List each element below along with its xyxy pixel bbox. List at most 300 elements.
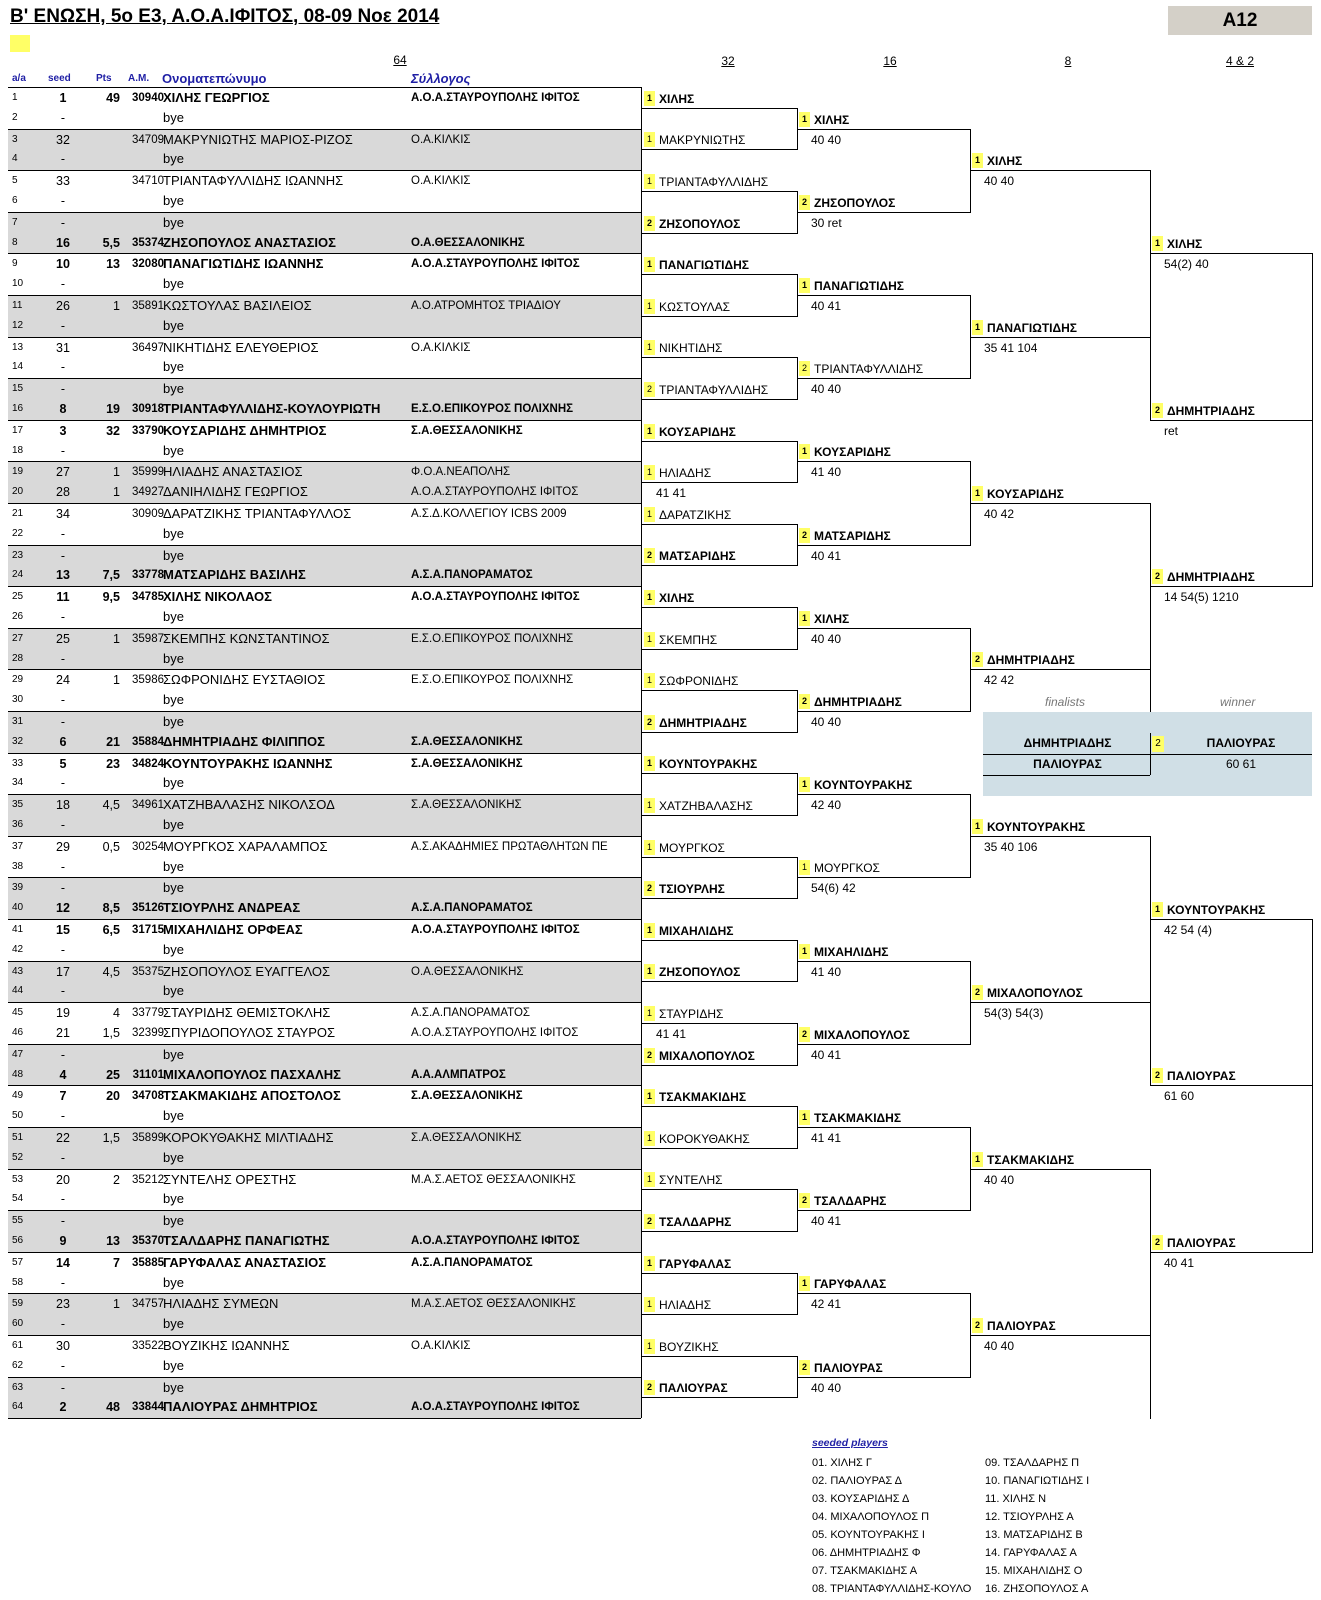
match-score: 40 40: [984, 1172, 1015, 1187]
seed-number: 6: [59, 734, 67, 749]
r32-entry: [644, 840, 725, 856]
r32-entry-name: ΖΗΣΟΠΟΥΛΟΣ: [659, 965, 741, 980]
registration-number: 35891: [132, 300, 164, 312]
seed-number: 19: [56, 1006, 70, 1021]
seed-number: 9: [59, 1234, 67, 1248]
seed-number: -: [60, 1109, 66, 1124]
player-name: ΜΙΧΑΗΛΙΔΗΣ ΟΡΦΕΑΣ: [163, 922, 303, 937]
player-name: bye: [163, 1379, 184, 1395]
seed-number: -: [60, 194, 66, 208]
r8-entry: [972, 153, 1022, 169]
player-name: bye: [163, 1046, 184, 1062]
row-number: 14: [12, 361, 24, 373]
registration-number: 35987: [132, 632, 164, 645]
r8-line: [970, 170, 1150, 171]
final-divider-bottom: [983, 775, 1150, 776]
r32-entry: [644, 1214, 731, 1230]
seed-badge: 1: [644, 756, 655, 771]
seed-number: -: [60, 859, 66, 874]
club-name: Μ.Α.Σ.ΑΕΤΟΣ ΘΕΣΣΑΛΟΝΙΚΗΣ: [411, 1173, 576, 1186]
player-name: ΒΟΥΖΙΚΗΣ ΙΩΑΝΝΗΣ: [163, 1338, 290, 1353]
player-name: ΗΛΙΑΔΗΣ ΑΝΑΣΤΑΣΙΟΣ: [163, 464, 303, 480]
r16-line: [797, 212, 970, 213]
draw-row: [8, 669, 641, 691]
draw-row: [8, 1273, 641, 1294]
seeded-player: 05. ΚΟΥΝΤΟΥΡΑΚΗΣ Ι: [812, 1529, 925, 1541]
match-score: 40 41: [811, 548, 842, 563]
player-name: bye: [163, 442, 184, 458]
registration-number: 32399: [132, 1027, 164, 1039]
seed-number: -: [60, 1214, 66, 1229]
draw-row: [8, 898, 641, 919]
registration-number: 35212: [132, 1173, 164, 1186]
club-name: Α.Σ.Α.ΠΑΝΟΡΑΜΑΤΟΣ: [411, 1256, 533, 1269]
seed-badge: 1: [644, 465, 655, 480]
r16-line: [797, 129, 970, 130]
registration-number: 30940: [132, 92, 164, 104]
row-number: 50: [12, 1110, 24, 1122]
seeded-player: 09. ΤΣΑΛΔΑΡΗΣ Π: [985, 1457, 1080, 1469]
r32-line: [642, 1397, 797, 1398]
seed-number: -: [60, 548, 66, 563]
seed-badge: 2: [644, 1214, 655, 1229]
r8-entry: [972, 486, 1064, 502]
r32-entry: [644, 590, 694, 606]
registration-number: 35986: [132, 674, 164, 687]
seed-number: 22: [56, 1131, 70, 1145]
draw-row: [8, 1106, 641, 1127]
seed-badge: 1: [644, 1297, 655, 1312]
club-name: Ο.Α.ΚΙΛΚΙΣ: [411, 1340, 471, 1352]
r4-entry: [1152, 1235, 1236, 1251]
player-name: ΣΥΝΤΕΛΗΣ ΟΡΕΣΤΗΣ: [163, 1171, 297, 1187]
seed-number: 13: [56, 568, 70, 583]
draw-row: [8, 149, 641, 170]
seeded-player: 13. ΜΑΤΣΑΡΙΔΗΣ Β: [985, 1529, 1083, 1541]
r16-entry-name: ΤΣΑΚΜΑΚΙΔΗΣ: [814, 1111, 902, 1125]
draw-row: [8, 295, 641, 317]
seed-number: -: [60, 277, 66, 292]
seed-number: 2: [59, 1400, 67, 1415]
player-name: bye: [163, 151, 184, 167]
draw-row: [8, 274, 641, 295]
row-number: 40: [12, 902, 24, 914]
draw-row: [8, 461, 641, 483]
row-number: 4: [12, 153, 18, 165]
seed-badge: 2: [644, 1048, 655, 1063]
club-name: Σ.Α.ΘΕΣΣΑΛΟΝΙΚΗΣ: [411, 735, 523, 748]
r16-entry-name: ΓΑΡΥΦΑΛΑΣ: [814, 1277, 887, 1292]
r16-entry-name: ΜΟΥΡΓΚΟΣ: [814, 861, 880, 876]
r16-line: [797, 1377, 970, 1378]
round-label-16: 16: [883, 54, 897, 68]
r16-line: [797, 545, 970, 546]
club-name: Α.Σ.Α.ΠΑΝΟΡΑΜΑΤΟΣ: [411, 569, 533, 582]
player-name: bye: [163, 276, 184, 292]
seed-badge: 1: [972, 320, 983, 335]
seed-badge: 2: [972, 985, 983, 1000]
seed-badge: 1: [644, 299, 655, 314]
seed-badge: 1: [1152, 902, 1163, 917]
r8-entry-name: ΔΗΜΗΤΡΙΑΔΗΣ: [987, 653, 1075, 668]
seed-badge: 1: [644, 840, 655, 855]
registration-number: 33778: [132, 569, 164, 582]
match-score: 40 40: [984, 174, 1015, 189]
row-number: 48: [12, 1068, 24, 1080]
seed-badge: 1: [644, 1339, 655, 1354]
seed-number: -: [60, 110, 66, 125]
r32-line: [642, 857, 797, 858]
row-number: 12: [12, 319, 24, 331]
match-score: 40 40: [811, 631, 842, 646]
match-score: 40 40: [811, 715, 842, 729]
seed-number: 21: [56, 1026, 70, 1040]
row-number: 41: [12, 924, 24, 935]
r32-entry: [644, 299, 730, 315]
player-name: ΣΤΑΥΡΙΔΗΣ ΘΕΜΙΣΤΟΚΛΗΣ: [163, 1005, 331, 1021]
seed-badge: 2: [644, 382, 655, 397]
row-number: 45: [12, 1007, 24, 1019]
player-name: bye: [163, 1357, 184, 1373]
points: 49: [106, 91, 120, 105]
r8-entry-name: ΧΙΛΗΣ: [987, 154, 1023, 169]
row-number: 53: [12, 1173, 24, 1185]
seed-badge: 2: [799, 195, 810, 210]
r32-entry-name: ΜΑΤΣΑΡΙΔΗΣ: [659, 549, 736, 564]
draw-row: [8, 1148, 641, 1169]
r32-line: [642, 649, 797, 650]
draw-row: [8, 233, 641, 254]
row-number: 5: [12, 175, 18, 187]
r4-entry-name: ΧΙΛΗΣ: [1167, 237, 1203, 252]
seeded-player: 14. ΓΑΡΥΦΑΛΑΣ Α: [985, 1547, 1077, 1559]
r32-line: [642, 565, 797, 566]
match-score: 40 41: [811, 1047, 842, 1062]
r32-entry-name: ΗΛΙΑΔΗΣ: [659, 1298, 712, 1313]
table-bottom-line: [8, 1418, 641, 1419]
r32-entry: [644, 132, 745, 148]
r4-line: [1150, 1085, 1312, 1086]
r32-entry-name: ΣΤΑΥΡΙΔΗΣ: [659, 1007, 724, 1021]
player-name: bye: [163, 1274, 184, 1290]
r4-line: [1150, 253, 1312, 254]
r4-entry-name: ΠΑΛΙΟΥΡΑΣ: [1167, 1069, 1236, 1084]
r16-entry: [799, 444, 891, 460]
row-number: 44: [12, 985, 24, 997]
seed-badge: 1: [644, 507, 655, 522]
seed-number: -: [60, 715, 66, 729]
seeded-player: 08. ΤΡΙΑΝΤΑΦΥΛΛΙΔΗΣ-ΚΟΥΛΟ: [812, 1583, 972, 1595]
draw-row: [8, 1023, 641, 1044]
points: 13: [106, 1234, 120, 1248]
club-name: Α.Σ.Δ.ΚΟΛΛΕΓΙΟΥ ICBS 2009: [411, 508, 567, 520]
r32-line: [642, 1314, 797, 1315]
r8-entry: [972, 1318, 1056, 1334]
seed-badge: 1: [972, 486, 983, 501]
seed-badge: 1: [644, 1131, 655, 1146]
row-number: 30: [12, 694, 24, 706]
round-label-8: 8: [1064, 54, 1072, 68]
row-number: 49: [12, 1090, 24, 1102]
seed-badge: 1: [972, 1152, 983, 1167]
row-number: 57: [12, 1256, 24, 1268]
seed-number: -: [60, 1275, 66, 1290]
draw-row: [8, 711, 641, 733]
row-number: 38: [12, 860, 24, 872]
r32-entry-name: ΚΟΥΝΤΟΥΡΑΚΗΣ: [659, 757, 758, 772]
r32-entry: [644, 632, 717, 648]
seed-badge: 1: [644, 257, 655, 272]
r32-entry: [644, 756, 757, 772]
r16-entry: [799, 1110, 901, 1126]
draw-row: [8, 253, 641, 275]
r16-line: [797, 1044, 970, 1045]
r16-entry-name: ΚΟΥΝΤΟΥΡΑΚΗΣ: [814, 778, 913, 793]
r32-line: [642, 1273, 797, 1274]
r32-entry: [644, 465, 711, 481]
r32-entry: [644, 673, 738, 689]
draw-row: [8, 357, 641, 378]
player-name: bye: [163, 317, 184, 333]
player-name: ΔΗΜΗΤΡΙΑΔΗΣ ΦΙΛΙΠΠΟΣ: [163, 733, 325, 749]
r4-line: [1150, 420, 1312, 421]
r16-entry-name: ΠΑΛΙΟΥΡΑΣ: [814, 1360, 883, 1375]
match-score: 14 54(5) 1210: [1164, 590, 1239, 605]
table-right-line: [641, 87, 642, 1418]
column-header-name: Ονοματεπώνυμο: [162, 71, 267, 86]
draw-row: [8, 1293, 641, 1315]
final-divider: [983, 754, 1150, 755]
points: 1: [113, 631, 120, 646]
player-name: bye: [163, 817, 184, 832]
r16-line: [797, 1210, 970, 1211]
r32-entry-name: ΤΡΙΑΝΤΑΦΥΛΛΙΔΗΣ: [659, 383, 769, 397]
seeded-players: [812, 1437, 1090, 1595]
r32-line: [642, 815, 797, 816]
r32-entry: [644, 257, 749, 273]
seed-number: -: [60, 1380, 66, 1395]
club-name: Α.Ο.Α.ΣΤΑΥΡΟΥΠΟΛΗΣ ΙΦΙΤΟΣ: [411, 258, 580, 271]
seed-badge: 1: [644, 1089, 655, 1104]
final-score: 60 61: [1225, 757, 1257, 771]
points: 23: [106, 756, 120, 771]
r16-entry: [799, 860, 880, 876]
match-score: 54(2) 40: [1164, 257, 1209, 272]
row-number: 34: [12, 777, 24, 789]
player-name: bye: [163, 714, 184, 729]
points: 1: [113, 1297, 120, 1312]
seed-number: -: [60, 1150, 66, 1165]
color-legend-swatch: [10, 35, 30, 52]
row-number: 25: [12, 591, 24, 603]
club-name: Α.Σ.ΑΚΑΔΗΜΙΕΣ ΠΡΩΤΑΘΛΗΤΩΝ ΠΕ: [411, 840, 608, 853]
draw-row: [8, 690, 641, 711]
row-number: 20: [12, 486, 24, 498]
draw-row: [8, 732, 641, 753]
registration-number: 34708: [132, 1090, 164, 1103]
draw-row: [8, 753, 641, 775]
r16-entry: [799, 777, 912, 793]
r32-line: [642, 524, 797, 525]
seed-badge: 1: [644, 923, 655, 938]
seed-badge: 1: [644, 1172, 655, 1187]
seed-number: -: [60, 1317, 66, 1332]
r32-entry: [644, 923, 734, 939]
row-number: 26: [12, 611, 24, 622]
player-name: bye: [163, 214, 184, 230]
finalist-1: ΔΗΜΗΤΡΙΑΔΗΣ: [1023, 736, 1112, 750]
row-number: 13: [12, 341, 24, 353]
seed-number: 26: [56, 299, 70, 313]
points: 25: [106, 1067, 120, 1082]
r32-entry: [644, 715, 747, 731]
r32-entry: [644, 964, 740, 980]
r16-line: [797, 378, 970, 379]
seed-badge: 1: [644, 798, 655, 813]
r16-line: [797, 628, 970, 629]
seed-badge: 2: [1152, 1235, 1163, 1250]
r32-entry-name: ΔΑΡΑΤΖΙΚΗΣ: [659, 507, 732, 522]
column-header-am: A.M.: [128, 73, 150, 84]
winner-label: winner: [1220, 695, 1256, 709]
r32-entry: [644, 382, 768, 398]
seed-number: -: [60, 1047, 66, 1062]
registration-number: 33522: [132, 1340, 164, 1352]
seed-badge: 1: [799, 1276, 810, 1291]
r32-entry: [644, 424, 736, 440]
r32-entry: [644, 881, 725, 897]
player-name: ΤΣΑΛΔΑΡΗΣ ΠΑΝΑΓΙΩΤΗΣ: [163, 1233, 330, 1248]
row-number: 64: [12, 1401, 24, 1413]
column-header-seed: seed: [48, 73, 71, 84]
player-name: bye: [163, 1213, 184, 1229]
r32-entry: [644, 1297, 711, 1313]
draw-row: [8, 1085, 641, 1107]
winner-name: ΠΑΛΙΟΥΡΑΣ: [1206, 736, 1276, 750]
match-score: 42 41: [811, 1297, 842, 1312]
seed-badge: 2: [799, 694, 810, 709]
draw-row: [8, 649, 641, 670]
row-number: 39: [12, 882, 24, 894]
match-score: 40 40: [811, 132, 842, 147]
points: 9,5: [102, 590, 120, 605]
points: 1,5: [102, 1131, 120, 1145]
club-name: Ο.Α.ΚΙΛΚΙΣ: [411, 341, 471, 354]
r32-entry: [644, 1339, 719, 1355]
draw-row: [8, 836, 641, 858]
match-score: 42 40: [811, 798, 842, 813]
seed-number: 23: [56, 1297, 70, 1312]
registration-number: 35375: [132, 965, 164, 978]
points: 4,5: [102, 964, 120, 979]
seeded-player: 12. ΤΣΙΟΥΡΛΗΣ Α: [985, 1511, 1074, 1523]
registration-number: 36497: [132, 341, 164, 354]
seed-badge: 2: [644, 715, 655, 730]
draw-row: [8, 1002, 641, 1024]
r8-entry: [972, 652, 1075, 668]
draw-row: [8, 565, 641, 586]
registration-number: 31715: [132, 924, 164, 936]
registration-number: 34785: [132, 591, 164, 604]
registration-number: 34961: [132, 799, 164, 812]
registration-number: 31101: [132, 1068, 164, 1081]
draw-row: [8, 1044, 641, 1066]
column-header-club: Σύλλογος: [411, 71, 471, 86]
r32-line: [642, 191, 797, 192]
player-name: ΚΟΡΟΚΥΘΑΚΗΣ ΜΙΛΤΙΑΔΗΣ: [163, 1130, 334, 1145]
r16-entry: [799, 694, 902, 710]
club-name: Α.Ο.ΑΤΡΟΜΗΤΟΣ ΤΡΙΑΔΙΟΥ: [411, 300, 561, 312]
r32-entry-name: ΤΣΑΛΔΑΡΗΣ: [659, 1215, 732, 1229]
r8-entry: [972, 1152, 1074, 1168]
player-name: bye: [163, 359, 184, 375]
seed-badge: 2: [1152, 403, 1163, 418]
r32-entry-name: ΒΟΥΖΙΚΗΣ: [659, 1339, 719, 1354]
match-score: 42 42: [984, 673, 1015, 688]
r32-line: [642, 607, 797, 608]
row-number: 15: [12, 383, 24, 395]
row-number: 27: [12, 632, 24, 644]
seed-badge: 1: [799, 112, 810, 127]
club-name: Ο.Α.ΘΕΣΣΑΛΟΝΙΚΗΣ: [411, 965, 524, 978]
r32-entry-name: ΧΙΛΗΣ: [659, 91, 695, 106]
row-number: 51: [12, 1132, 24, 1143]
draw-row: [8, 1356, 641, 1377]
r16-entry: [799, 944, 889, 960]
r16-entry-name: ΚΟΥΣΑΡΙΔΗΣ: [814, 445, 891, 460]
seed-number: 18: [56, 798, 70, 813]
r32-entry: [644, 1006, 723, 1022]
r16-entry: [799, 112, 849, 128]
registration-number: 35374: [132, 236, 164, 249]
seed-badge: 1: [799, 777, 810, 792]
seed-badge: 2: [644, 881, 655, 896]
registration-number: 35126: [132, 902, 164, 915]
row-number: 33: [12, 757, 24, 769]
seed-badge: 1: [799, 444, 810, 459]
seed-badge: 2: [799, 361, 810, 376]
match-score: 54(6) 42: [811, 881, 856, 896]
draw-row: [8, 877, 641, 899]
points: 1: [113, 465, 120, 480]
draw-row: [8, 1127, 641, 1149]
row-number: 16: [12, 403, 24, 414]
row-number: 31: [12, 716, 24, 727]
player-name: ΣΠΥΡΙΔΟΠΟΥΛΟΣ ΣΤΑΥΡΟΣ: [163, 1025, 336, 1040]
seeded-player: 01. ΧΙΛΗΣ Γ: [812, 1457, 872, 1469]
seed-number: 33: [56, 174, 70, 189]
r32-entry: [644, 507, 731, 523]
seed-badge: 2: [644, 548, 655, 563]
row-number: 2: [12, 111, 18, 123]
player-name: ΤΡΙΑΝΤΑΦΥΛΛΙΔΗΣ-ΚΟΥΛΟΥΡΙΩΤΗ: [163, 401, 381, 416]
registration-number: 30254: [132, 840, 164, 853]
seed-number: 20: [56, 1172, 70, 1187]
seed-badge: 1: [972, 153, 983, 168]
r32-line: [642, 357, 797, 358]
category-label: A12: [1168, 6, 1312, 35]
row-number: 42: [12, 943, 24, 955]
r8-entry: [972, 819, 1085, 835]
r16-entry-name: ΤΣΑΛΔΑΡΗΣ: [814, 1194, 887, 1209]
registration-number: 35899: [132, 1132, 164, 1144]
r4-line: [1150, 919, 1312, 920]
points: 13: [106, 257, 120, 272]
registration-number: 33779: [132, 1007, 164, 1020]
r32-entry-name: ΜΙΧΑΛΟΠΟΥΛΟΣ: [659, 1048, 755, 1063]
seed-number: -: [60, 610, 66, 624]
club-name: Ε.Σ.Ο.ΕΠΙΚΟΥΡΟΣ ΠΟΛΙΧΝΗΣ: [411, 674, 574, 687]
